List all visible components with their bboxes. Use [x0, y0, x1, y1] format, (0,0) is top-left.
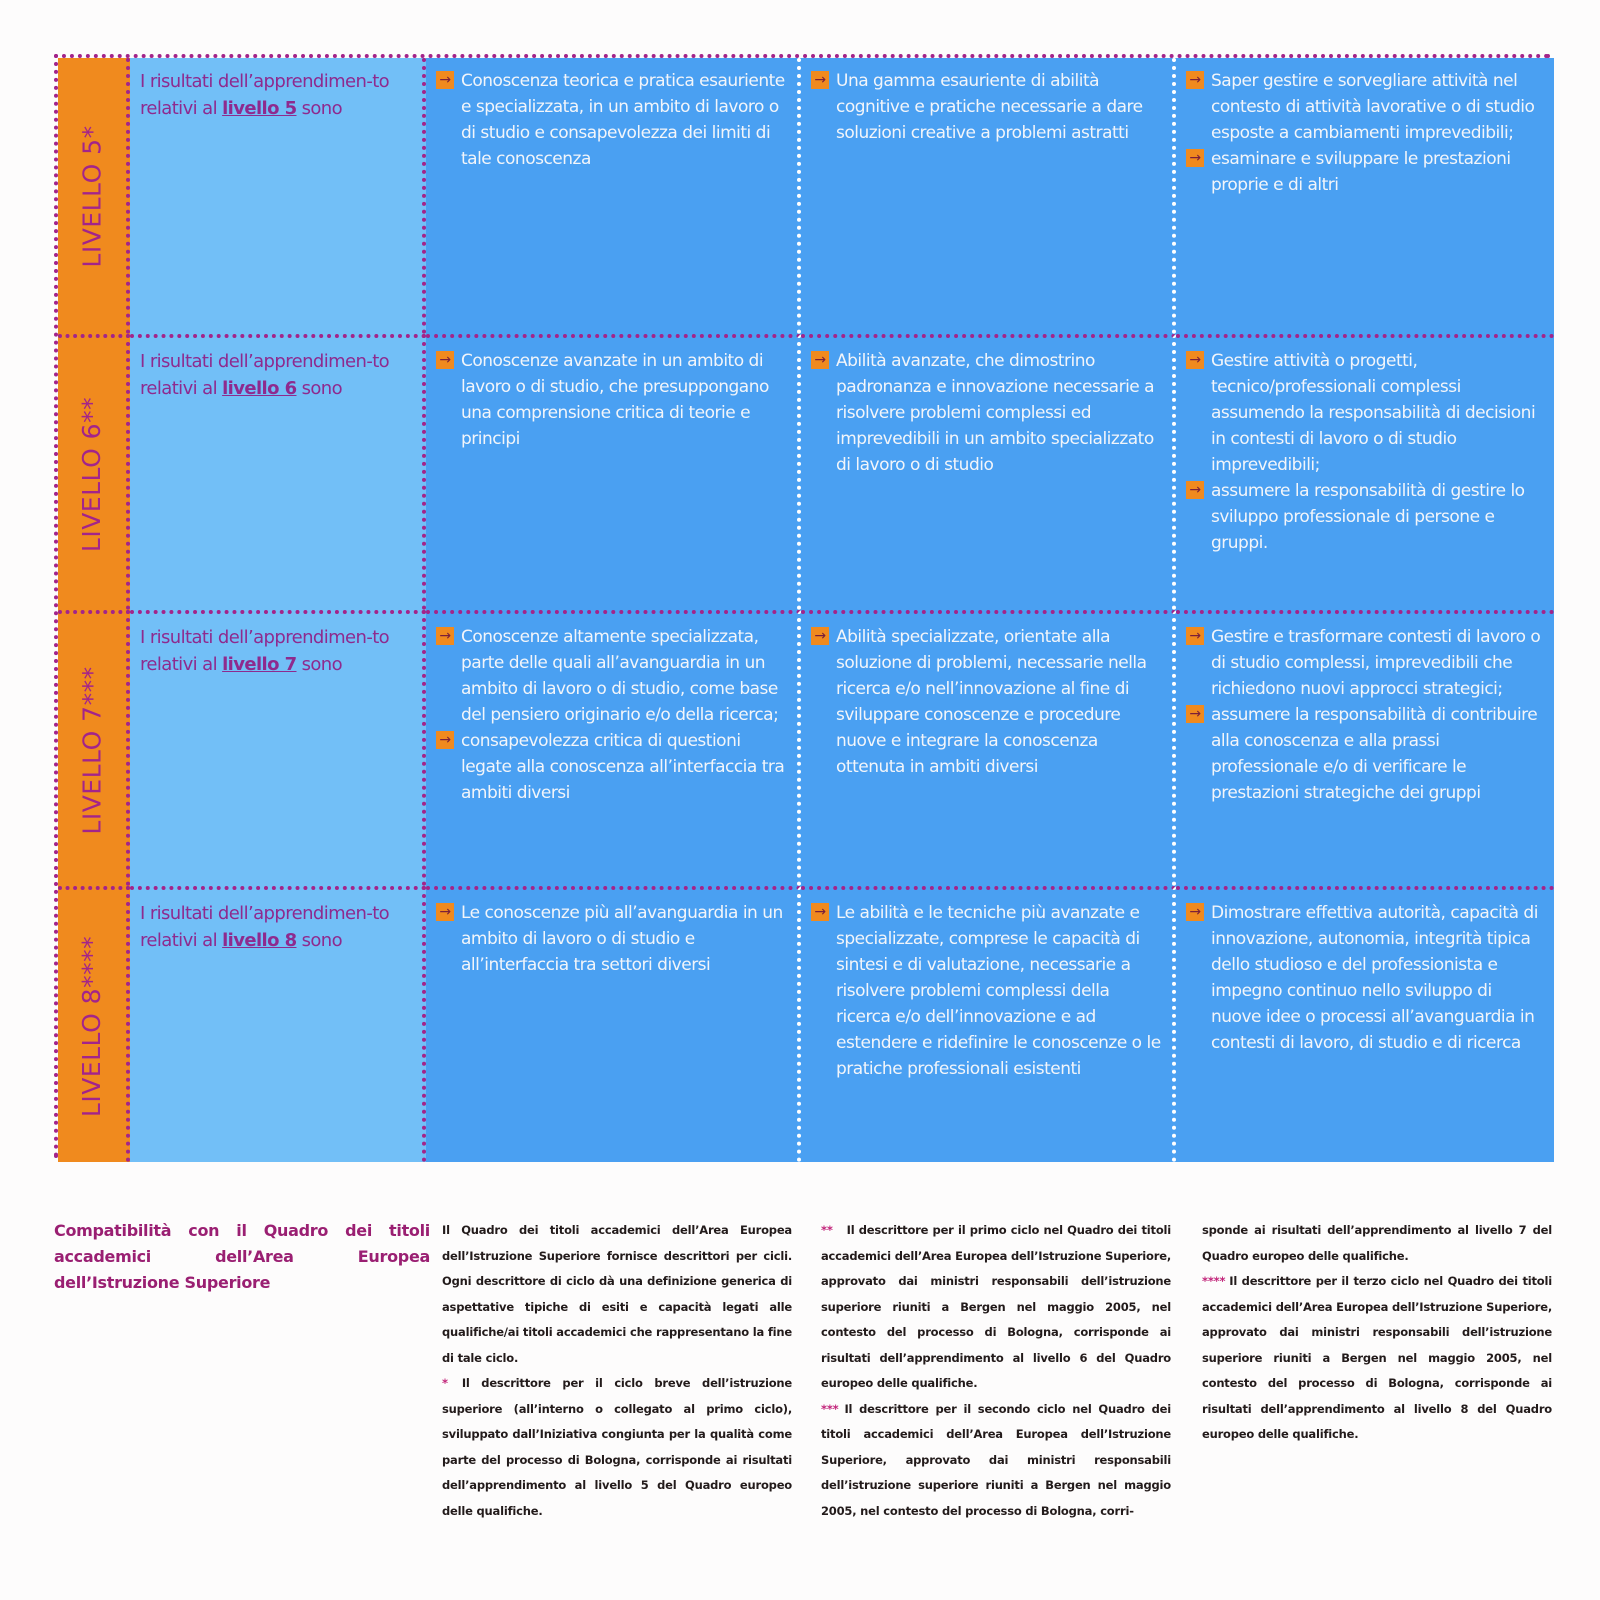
footer-column-2	[821, 1218, 1171, 1524]
footer-column-3	[1202, 1218, 1552, 1448]
bullet-item	[811, 68, 1162, 146]
bullet-item	[436, 68, 787, 172]
bullet-text: Le abilità e le tecniche più avanzate e specializzate, comprese le capacità di sintesi e di valutazione, necessarie a risolvere problemi complessi della ricerca e/o dell’innovazione e ad estendere e ridefinire le conoscenze o le pratiche professionali esistenti	[836, 903, 1161, 1079]
level-link[interactable]: livello 7	[222, 654, 297, 675]
level-label: LIVELLO 8****	[77, 935, 107, 1117]
arrow-right-icon: →	[436, 903, 454, 921]
knowledge-cell	[426, 610, 801, 886]
eqf-levels-table	[54, 54, 1550, 1158]
knowledge-cell	[426, 334, 801, 610]
level-intro-cell	[130, 334, 426, 610]
bullet-item	[1186, 702, 1544, 806]
bullet-item	[811, 624, 1162, 780]
level-label: LIVELLO 7***	[77, 665, 107, 835]
footnote-marker: *	[442, 1376, 448, 1390]
level-label: LIVELLO 5*	[77, 124, 107, 268]
competences-cell	[1176, 58, 1554, 334]
footnote-text: Il descrittore per il primo ciclo nel Quadro dei titoli accademici dell’Area Europea dell’Istruzione Superiore, approvato dai ministri responsabili dell’istruzione superiore riuniti a Bergen nel maggio 2005, nel contesto del processo di Bologna, corrisponde ai risultati dell’apprendimento al livello 6 del Quadro europeo delle qualifiche.	[821, 1223, 1171, 1390]
arrow-right-icon: →	[1186, 627, 1204, 645]
footnote-2	[821, 1218, 1171, 1397]
bullet-text: Abilità avanzate, che dimostrino padronanza e innovazione necessarie a risolvere problemi complessi ed imprevedibili in un ambito specializzato di lavoro o di studio	[836, 351, 1155, 475]
level-label: LIVELLO 6**	[77, 396, 107, 552]
footer-column-1	[442, 1218, 792, 1524]
footnote-marker: ***	[821, 1401, 839, 1416]
footnote-marker: ****	[1202, 1274, 1226, 1288]
competences-cell	[1176, 886, 1554, 1162]
intro-suffix: sono	[296, 98, 343, 119]
arrow-right-icon: →	[1186, 149, 1204, 167]
bullet-item	[436, 624, 787, 728]
bullet-text: esaminare e sviluppare le prestazioni proprie e di altri	[1211, 149, 1511, 195]
intro-prefix: I risultati dell’apprendimen-to relativi al	[140, 71, 390, 119]
bullet-text: Saper gestire e sorvegliare attività nel contesto di attività lavorative o di studio esposte a cambiamenti imprevedibili;	[1211, 71, 1535, 143]
competences-cell	[1176, 334, 1554, 610]
intro-prefix: I risultati dell’apprendimen-to relativi al	[140, 903, 390, 951]
footnote-3	[821, 1397, 1171, 1525]
level-label-cell	[58, 334, 130, 610]
footnote-3-continued: sponde ai risultati dell’apprendimento al livello 7 del Quadro europeo delle qualifiche.	[1202, 1223, 1552, 1263]
bullet-item	[811, 348, 1162, 478]
bullet-text: Gestire e trasformare contesti di lavoro o di studio complessi, imprevedibili che richiedono nuovi approcci strategici;	[1211, 627, 1541, 699]
footnote-marker: **	[821, 1223, 833, 1237]
arrow-right-icon: →	[811, 627, 829, 645]
bullet-item	[1186, 900, 1544, 1056]
bullet-text: Le conoscenze più all’avanguardia in un ambito di lavoro o di studio e all’interfaccia tra settori diversi	[461, 903, 783, 975]
intro-suffix: sono	[296, 378, 343, 399]
arrow-right-icon: →	[436, 351, 454, 369]
intro-prefix: I risultati dell’apprendimen-to relativi al	[140, 627, 390, 675]
skills-cell	[801, 58, 1176, 334]
skills-cell	[801, 610, 1176, 886]
bullet-text: Conoscenze altamente specializzata, parte delle quali all’avanguardia in un ambito di lavoro o di studio, come base del pensiero originario e/o della ricerca;	[461, 627, 779, 725]
competences-cell	[1176, 610, 1554, 886]
arrow-right-icon: →	[436, 71, 454, 89]
arrow-right-icon: →	[811, 903, 829, 921]
bullet-item	[1186, 146, 1544, 198]
bullet-text: assumere la responsabilità di contribuire alla conoscenza e alla prassi professionale e/o di verificare le prestazioni strategiche dei gruppi	[1211, 705, 1538, 803]
intro-suffix: sono	[296, 654, 343, 675]
bullet-text: Una gamma esauriente di abilità cognitive e pratiche necessarie a dare soluzioni creative a problemi astratti	[836, 71, 1143, 143]
arrow-right-icon: →	[436, 731, 454, 749]
bullet-text: Conoscenze avanzate in un ambito di lavoro o di studio, che presuppongano una comprensione critica di teorie e principi	[461, 351, 769, 449]
footnote-4	[1202, 1269, 1552, 1448]
knowledge-cell	[426, 58, 801, 334]
level-label-cell	[58, 886, 130, 1162]
bullet-item	[1186, 478, 1544, 556]
level-intro-cell	[130, 886, 426, 1162]
arrow-right-icon: →	[1186, 903, 1204, 921]
bullet-text: Dimostrare effettiva autorità, capacità di innovazione, autonomia, integrità tipica dello studioso e del professionista e impegno continuo nello sviluppo di nuove idee o processi all’avanguardia in contesti di lavoro, di studio e di ricerca	[1211, 903, 1538, 1053]
level-label-cell	[58, 610, 130, 886]
bullet-item	[1186, 624, 1544, 702]
bullet-item	[1186, 348, 1544, 478]
footer-notes	[54, 1210, 1550, 1540]
level-intro-cell	[130, 610, 426, 886]
bullet-item	[436, 728, 787, 806]
footnote-text: Il descrittore per il secondo ciclo nel Quadro dei titoli accademici dell’Area Europea dell’Istruzione Superiore, approvato dai ministri responsabili dell’istruzione superiore riuniti a Bergen nel maggio 2005, nel contesto del processo di Bologna, corri-	[821, 1401, 1171, 1518]
footnote-text: Il descrittore per il terzo ciclo nel Quadro dei titoli accademici dell’Area Europea dell’Istruzione Superiore, approvato dai ministri responsabili dell’istruzione superiore riuniti a Bergen nel maggio 2005, nel contesto del processo di Bologna, corrisponde ai risultati dell’apprendimento al livello 8 del Quadro europeo delle qualifiche.	[1202, 1274, 1552, 1441]
bullet-item	[811, 900, 1162, 1082]
bullet-text: Conoscenza teorica e pratica esauriente e specializzata, in un ambito di lavoro o di studio e consapevolezza dei limiti di tale conoscenza	[461, 71, 785, 169]
arrow-right-icon: →	[1186, 351, 1204, 369]
bullet-item	[1186, 68, 1544, 146]
bullet-text: Abilità specializzate, orientate alla soluzione di problemi, necessarie nella ricerca e/o nell’innovazione al fine di sviluppare conoscenze e procedure nuove e integrare la conoscenza ottenuta in ambiti diversi	[836, 627, 1147, 777]
arrow-right-icon: →	[436, 627, 454, 645]
arrow-right-icon: →	[1186, 705, 1204, 723]
footnote-1	[442, 1371, 792, 1524]
level-link[interactable]: livello 6	[222, 378, 297, 399]
footnote-text: Il descrittore per il ciclo breve dell’istruzione superiore (all’interno o collegato al primo ciclo), sviluppato dall’Iniziativa congiunta per la qualità come parte del processo di Bologna, corrisponde ai risultati dell’apprendimento al livello 5 del Quadro europeo delle qualifiche.	[442, 1376, 792, 1518]
intro-prefix: I risultati dell’apprendimen-to relativi al	[140, 351, 390, 399]
bullet-text: assumere la responsabilità di gestire lo sviluppo professionale di persone e gruppi.	[1211, 481, 1525, 553]
skills-cell	[801, 886, 1176, 1162]
arrow-right-icon: →	[1186, 71, 1204, 89]
skills-cell	[801, 334, 1176, 610]
bullet-item	[436, 900, 787, 978]
arrow-right-icon: →	[811, 71, 829, 89]
knowledge-cell	[426, 886, 801, 1162]
bullet-text: consapevolezza critica di questioni legate alla conoscenza all’interfaccia tra ambiti diversi	[461, 731, 785, 803]
footer-title: Compatibilità con il Quadro dei titoli accademici dell’Area Europea dell’Istruzione Superiore	[54, 1221, 430, 1292]
arrow-right-icon: →	[811, 351, 829, 369]
bullet-text: Gestire attività o progetti, tecnico/professionali complessi assumendo la responsabilità di decisioni in contesti di lavoro o di studio imprevedibili;	[1211, 351, 1536, 475]
level-intro-cell	[130, 58, 426, 334]
level-label-cell	[58, 58, 130, 334]
footer-intro: Il Quadro dei titoli accademici dell’Area Europea dell’Istruzione Superiore fornisce descrittori per cicli. Ogni descrittore di ciclo dà una definizione generica di aspettative tipiche di esiti e capacità legati alle qualifiche/ai titoli accademici che rappresentano la fine di tale ciclo.	[442, 1223, 792, 1365]
bullet-item	[436, 348, 787, 452]
level-link[interactable]: livello 8	[222, 930, 297, 951]
intro-suffix: sono	[296, 930, 343, 951]
arrow-right-icon: →	[1186, 481, 1204, 499]
level-link[interactable]: livello 5	[222, 98, 297, 119]
